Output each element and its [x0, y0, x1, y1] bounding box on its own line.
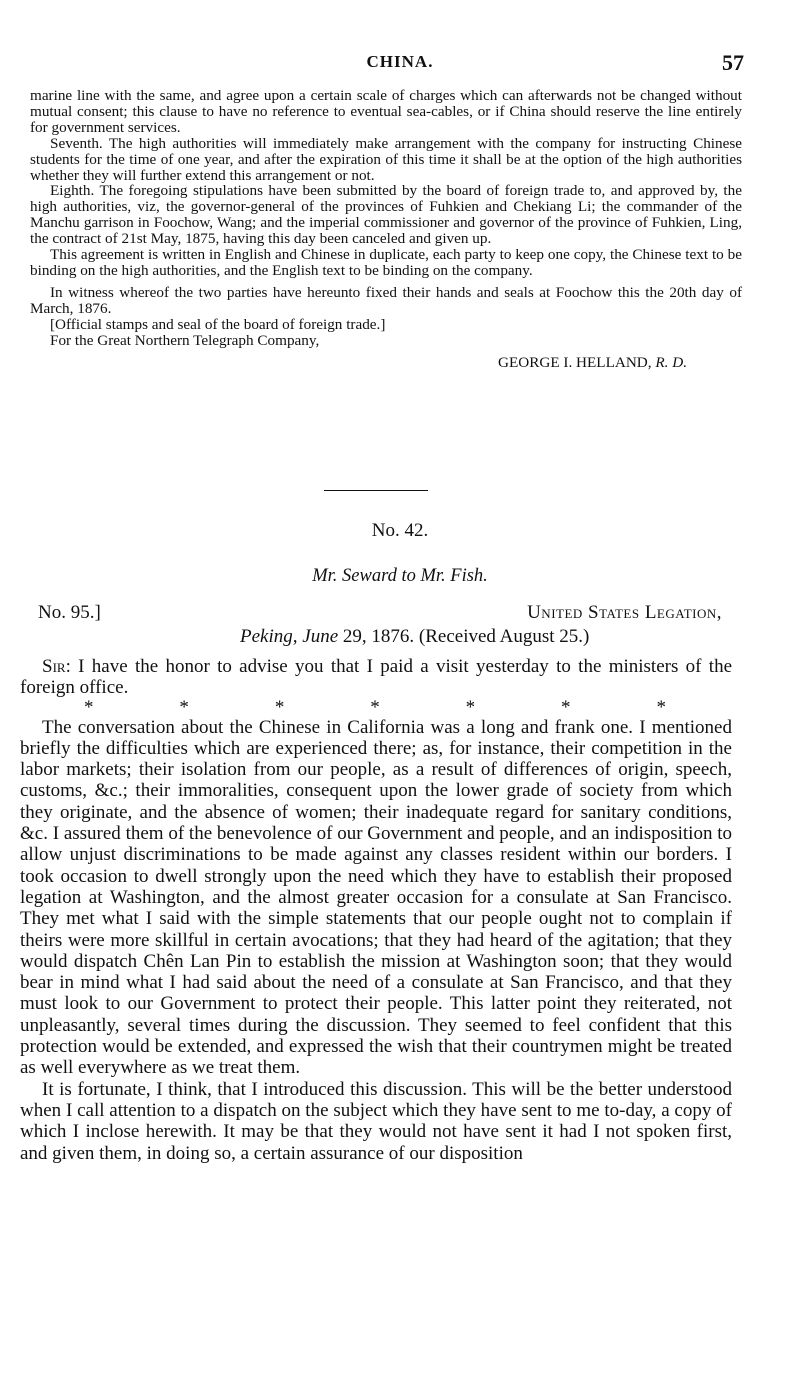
agreement-paragraph: Eighth. The foregoing stipulations have been submitted by the board of foreign trade to, and approved by, the high authorities, viz, the governor-general of the provinces of Fuhkien and Chekiang Li; the commander of the Manchu garrison in Foochow, Wang; and the imperial commissioner and governor of the province of Fuhkien, Ling, the contract of 21st May, 1875, having this day been canceled and given up. [30, 182, 742, 248]
ellipsis-stars [20, 696, 732, 718]
star: * [179, 696, 189, 718]
star: * [84, 696, 94, 718]
star: * [274, 696, 285, 718]
page-header [0, 50, 800, 80]
dispatch-date [240, 626, 589, 648]
date-month: June [302, 626, 339, 647]
signature [30, 355, 742, 371]
star: * [465, 696, 476, 718]
witness-clause: In witness whereof the two parties have hereunto fixed their hands and seals at Foochow this the 20th day of March, 1876. [30, 283, 742, 317]
agreement-paragraph: Seventh. The high authorities will immediately make arrangement with the company for instructing Chinese students for the time of one year, and after the expiration of this time it shall be at the option of the high authorities whether they will further extend this arrangement or not. [30, 134, 742, 184]
signature-name: GEORGE I. HELLAND, [498, 353, 652, 371]
star: * [656, 696, 666, 718]
letterhead [38, 602, 728, 652]
agreement-paragraph: This agreement is written in English and Chinese in duplicate, each party to keep one copy, the Chinese text to be binding on the high authorities, and the English text to be binding on the company. [30, 246, 742, 279]
agreement-text [30, 88, 742, 370]
star: * [561, 696, 571, 718]
salutation: Sir: [42, 656, 71, 677]
section-divider [324, 490, 428, 491]
body-paragraph: The conversation about the Chinese in California was a long and frank one. I mentioned briefly the difficulties which are experienced there; as, for instance, their competition in the labor markets; their isolation from our people, as a result of differences of origin, speech, customs, &c.; their immoralities, consequent upon the lower grade of society from which they originate, and the absence of women; their inadequate regard for sanitary conditions, &c. I assured them of the benevolence of our Government and people, and an indisposition to allow unjust discriminations to be made against any classes resident within our borders. I took occasion to dwell strongly upon the need which they have to establish their proposed legation at Washington, and the almost greater occasion for a consulate at San Francisco. They met what I said with the simple statements that our people ought not to complain if theirs were more skillful in certain avocations; that they had heard of the agitation; that they would dispatch Chên Lan Pin to establish the mission at Washington soon; that they would bear in mind what I had said about the need of a consulate at San Francisco, and that they must look to our Government to protect their people. This latter point they reiterated, not unpleasantly, several times during the discussion. They seemed to feel confident that this protection would be extended, and expressed the wish that their countrymen might be treated as well everywhere as we treat them. [20, 716, 732, 1079]
date-rest: 29, 1876. (Received August 25.) [342, 626, 590, 647]
legation-name: United States Legation, [527, 602, 722, 623]
running-head: CHINA. [366, 52, 434, 71]
document-number: No. 42. [371, 520, 429, 541]
for-company-line: For the Great Northern Telegraph Company, [50, 331, 320, 349]
signature-title: R. D. [655, 353, 687, 371]
star: * [370, 696, 380, 718]
body-paragraph: It is fortunate, I think, that I introduced this discussion. This will be the better understood when I call attention to a dispatch on the subject which they have sent to me to-day, a copy of which I inclose herewith. It may be that they would not have sent it had I not spoken first, and given them, in doing so, a certain assurance of our disposition [20, 1078, 732, 1164]
dispatch-number: No. 95.] [38, 602, 101, 623]
page-number: 57 [722, 50, 744, 75]
opening-paragraph [20, 656, 732, 699]
stamps-note: [Official stamps and seal of the board of foreign trade.] [50, 315, 386, 333]
document-title: Mr. Seward to Mr. Fish. [312, 566, 488, 586]
letter-body [20, 656, 732, 1164]
opening-line: I have the honor to advise you that I paid a visit yesterday to the ministers of the foreign office. [20, 656, 732, 699]
agreement-paragraph: marine line with the same, and agree upon a certain scale of charges which can afterwards not be changed without mutual consent; this clause to have no reference to eventual sea-cables, or if China should reserve the line entirely for government services. [30, 87, 742, 136]
date-place: Peking, [240, 626, 298, 647]
